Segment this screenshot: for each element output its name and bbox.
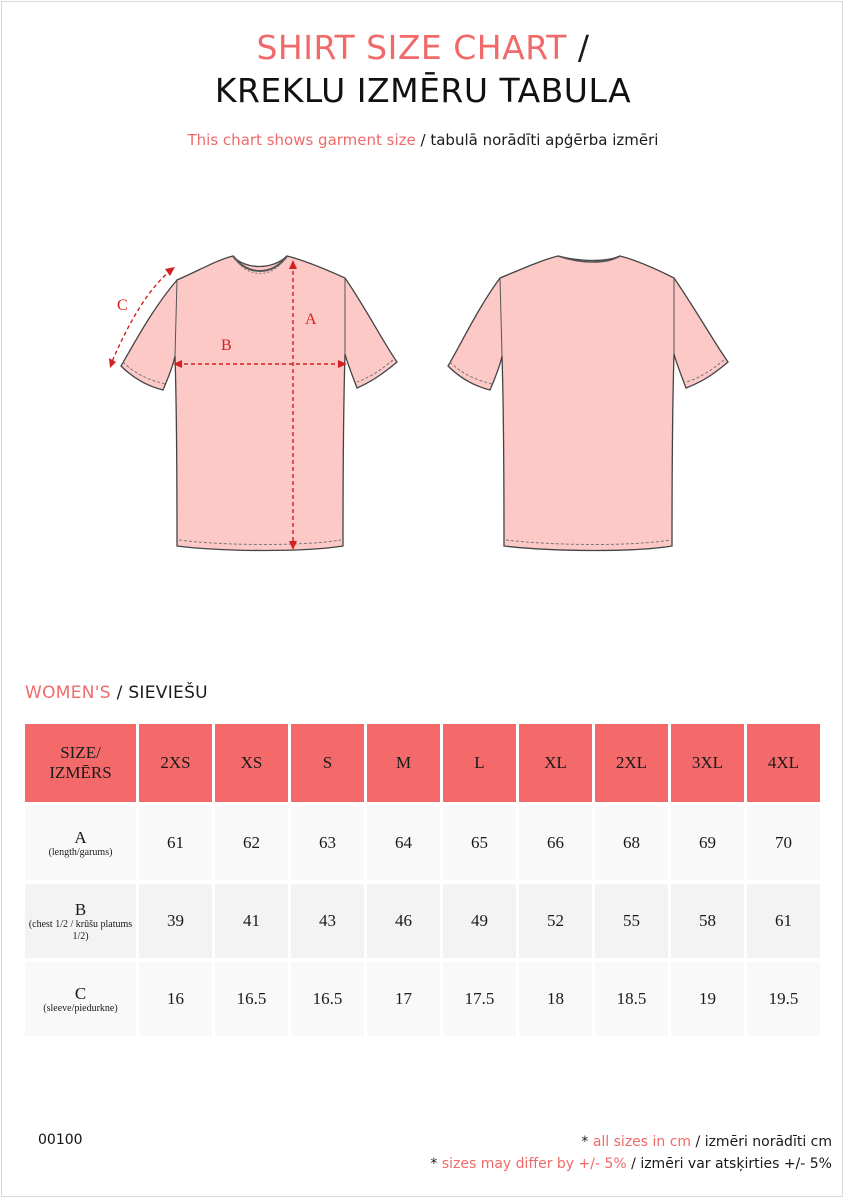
table-cell: 18.5	[595, 962, 668, 1040]
measure-b-label: B	[221, 337, 232, 354]
table-cell: 63	[291, 806, 364, 884]
row-b-label	[25, 884, 136, 962]
table-cell: 43	[291, 884, 364, 962]
table-cell: 65	[443, 806, 516, 884]
table-cell: 19.5	[747, 962, 820, 1040]
section-title	[25, 683, 208, 703]
table-cell: 61	[139, 806, 212, 884]
table-cell: 41	[215, 884, 288, 962]
row-a-label-description: (length/garums)	[48, 846, 113, 858]
shirt-front-diagram	[105, 250, 405, 555]
size-header-label-line2: IZMĒRS	[49, 763, 112, 782]
table-cell: 69	[671, 806, 744, 884]
table-cell: 39	[139, 884, 212, 962]
table-cell: 17.5	[443, 962, 516, 1040]
size-header-2xs: 2XS	[139, 724, 212, 806]
table-cell: 19	[671, 962, 744, 1040]
size-header-xl: XL	[519, 724, 592, 806]
shirt-back-body	[448, 256, 728, 551]
table-cell: 52	[519, 884, 592, 962]
section-title-latvian: / SIEVIEŠU	[116, 683, 208, 703]
section-title-english: WOMEN'S	[25, 683, 111, 703]
row-a-label-letter: A	[74, 827, 87, 847]
title-english: SHIRT SIZE CHART	[256, 28, 567, 67]
size-table	[22, 724, 823, 1040]
table-cell: 16.5	[291, 962, 364, 1040]
title-separator: /	[577, 28, 590, 67]
footnote-units	[581, 1134, 832, 1150]
footnote-tolerance-latvian: / izmēri var atsķirties +/- 5%	[631, 1156, 832, 1172]
size-header-4xl: 4XL	[747, 724, 820, 806]
table-cell: 66	[519, 806, 592, 884]
size-header-m: M	[367, 724, 440, 806]
table-cell: 68	[595, 806, 668, 884]
footnote-units-star: *	[581, 1134, 589, 1150]
table-row-b	[25, 884, 820, 962]
subtitle-latvian: / tabulā norādīti apģērba izmēri	[420, 131, 659, 149]
table-cell: 16	[139, 962, 212, 1040]
size-header-label-line1: SIZE/	[60, 743, 101, 762]
footnote-tolerance-english: sizes may differ by +/- 5%	[441, 1156, 627, 1172]
title-line-1	[0, 28, 846, 67]
subtitle	[0, 131, 846, 149]
table-cell: 49	[443, 884, 516, 962]
table-cell: 16.5	[215, 962, 288, 1040]
size-header-2xl: 2XL	[595, 724, 668, 806]
shirt-back-diagram	[446, 250, 736, 555]
row-c-label-letter: C	[74, 983, 87, 1003]
table-cell: 17	[367, 962, 440, 1040]
title-latvian: KREKLU IZMĒRU TABULA	[214, 71, 632, 110]
row-a-label	[25, 806, 136, 884]
table-cell: 61	[747, 884, 820, 962]
table-cell: 62	[215, 806, 288, 884]
row-c-label	[25, 962, 136, 1040]
product-code: 00100	[38, 1132, 83, 1148]
row-c-label-description: (sleeve/piedurkne)	[43, 1002, 118, 1014]
table-cell: 70	[747, 806, 820, 884]
table-row-a	[25, 806, 820, 884]
table-cell: 18	[519, 962, 592, 1040]
measure-c-label: C	[117, 297, 128, 314]
footnote-tolerance-star: *	[430, 1156, 438, 1172]
footnote-units-english: all sizes in cm	[592, 1134, 692, 1150]
table-cell: 58	[671, 884, 744, 962]
footnote-units-latvian: / izmēri norādīti cm	[695, 1134, 832, 1150]
footnote-tolerance	[430, 1156, 832, 1172]
row-b-label-letter: B	[74, 899, 87, 919]
table-row-c	[25, 962, 820, 1040]
size-header-row	[25, 724, 820, 806]
size-header-xs: XS	[215, 724, 288, 806]
size-header-label	[25, 724, 136, 806]
shirt-front-body	[121, 256, 397, 551]
size-header-3xl: 3XL	[671, 724, 744, 806]
size-header-s: S	[291, 724, 364, 806]
table-cell: 46	[367, 884, 440, 962]
measure-a-label: A	[305, 311, 317, 328]
table-cell: 55	[595, 884, 668, 962]
table-cell: 64	[367, 806, 440, 884]
size-header-l: L	[443, 724, 516, 806]
measure-c-arrow-top	[165, 267, 175, 276]
row-b-label-description: (chest 1/2 / krūšu platums 1/2)	[28, 918, 133, 942]
subtitle-english: This chart shows garment size	[187, 131, 416, 149]
